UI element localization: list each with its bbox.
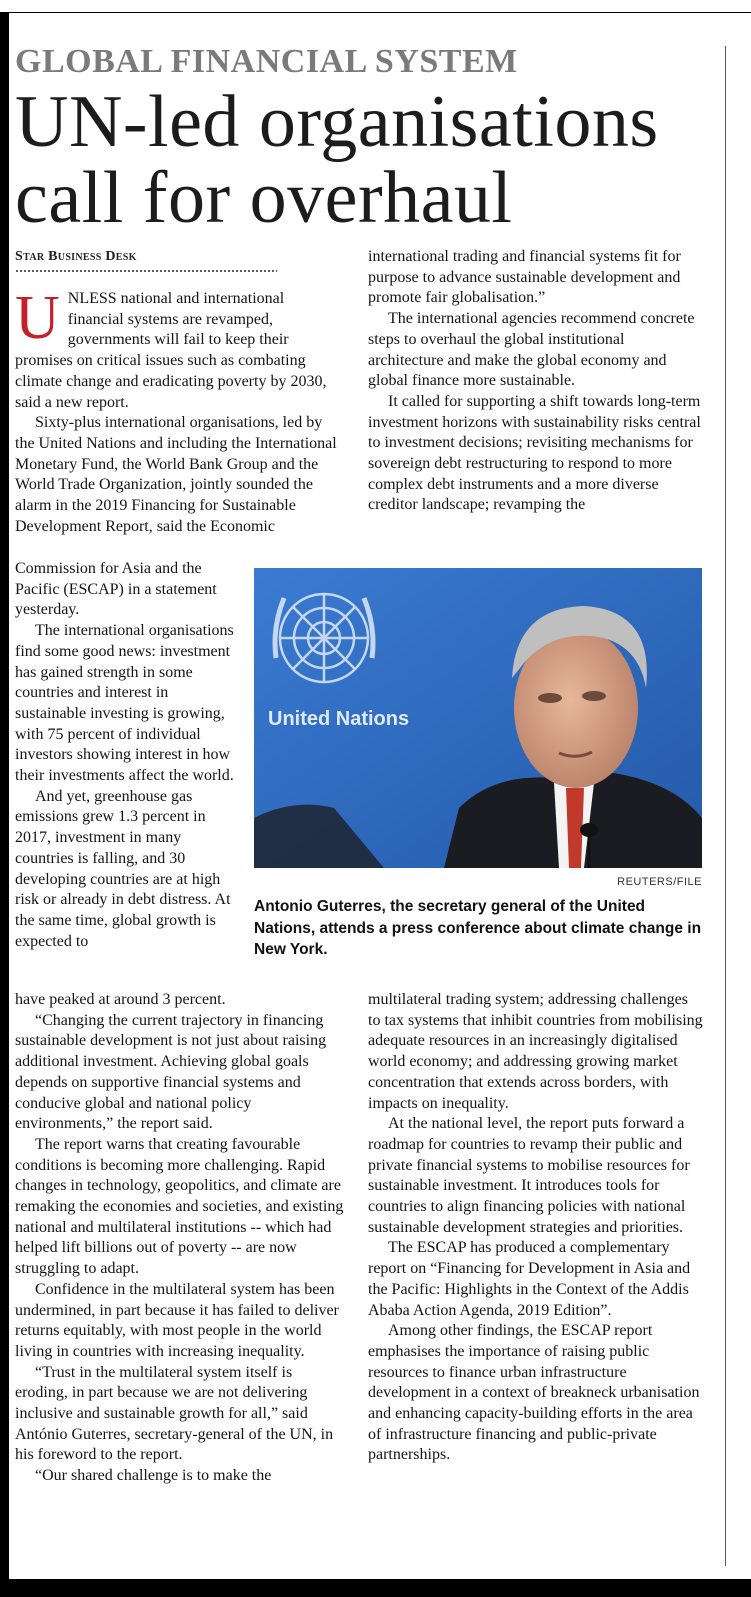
- paragraph: Sixty-plus international organisations, led by the United Nations and including the International Monetary Fund, the World Bank Group and the World Trade Organization, jointly sounded the alarm in the 2019 Financing for Sustainable Development Report, said the Economic: [15, 414, 337, 535]
- paragraph: Confidence in the multilateral system has been undermined, in part because it has failed to deliver returns equitably, with most people in the world living in countries with increasing inequality.: [15, 1280, 339, 1360]
- paragraph: The international agencies recommend concrete steps to overhaul the global institutional architecture and make the global economy and global finance more sustainable.: [368, 310, 695, 390]
- paragraph: “Trust in the multilateral system itself is eroding, in part because we are not delivering inclusive and sustainable growth for all,” said António Guterres, secretary-general of the UN, in his foreword to the report.: [15, 1363, 334, 1464]
- left-column-narrow: [15, 559, 241, 952]
- top-rule: [0, 12, 751, 13]
- section-kicker: GLOBAL FINANCIAL SYSTEM: [15, 43, 518, 80]
- bottom-border: [0, 1579, 751, 1597]
- drop-cap: U: [15, 284, 60, 352]
- byline-dotted-rule: [15, 268, 277, 274]
- paragraph: “Changing the current trajectory in financing sustainable development is not just about raising additional investment. Achieving global goals depends on supportive financial systems and conducive global and national policy environments,” the report said.: [15, 1011, 327, 1133]
- right-column-bottom: [368, 990, 703, 1466]
- paragraph-continued: multilateral trading system; addressing challenges to tax systems that inhibit countries from mobilising adequate resources in an increasingly digitalised world economy; and addressing growing market concentration that extends across borders, with impacts on inequality.: [368, 991, 703, 1112]
- headline-line-2: call for overhaul: [15, 157, 513, 239]
- byline: Star Business Desk: [15, 249, 137, 264]
- paragraph: It called for supporting a shift towards long-term investment horizons with sustainability risks central to investment decisions; revisiting mechanisms for sovereign debt restructuring to respond to more complex debt instruments and a more diverse creditor landscape; revamping the: [368, 392, 701, 514]
- left-column-top: [15, 284, 343, 537]
- headline: [15, 81, 725, 239]
- paragraph: The international organisations find some good news: investment has gained strength in some countries and interest in sustainable investing is growing, with 75 percent of individual investors showing interest in how their investments affect the world.: [15, 622, 234, 785]
- headline-line-1: UN-led organisations: [15, 81, 659, 163]
- paragraph: At the national level, the report puts forward a roadmap for countries to revamp their public and private financial systems to mobilise resources for sustainable investment. It introduces tools for countries to align financing policies with national sustainable development strategies and priorities.: [368, 1115, 690, 1236]
- right-column-top: [368, 247, 703, 516]
- paragraph: Among other findings, the ESCAP report emphasises the importance of raising public resources to finance urban infrastructure development in a context of breakneck urbanisation and enhancing capacity-building efforts in the area of infrastructure financing and public-private partnerships.: [368, 1322, 700, 1464]
- paragraph: “Our shared challenge is to make the: [35, 1467, 272, 1485]
- paragraph: And yet, greenhouse gas emissions grew 1.3 percent in 2017, investment in many countries is falling, and 30 developing countries are at high risk or already in debt distress. At the same time, global growth is expected to: [15, 787, 231, 950]
- photo-illustration: [254, 568, 702, 868]
- photo-backdrop-text: United Nations: [268, 708, 410, 730]
- photo-caption: Antonio Guterres, the secretary general of the United Nations, attends a press conference about climate change in New York.: [254, 898, 702, 958]
- column-rule: [725, 46, 726, 1566]
- photo-credit: REUTERS/FILE: [617, 876, 702, 888]
- paragraph-continued: international trading and financial systems fit for purpose to advance sustainable development and promote fair globalisation.”: [368, 248, 681, 307]
- left-border: [0, 13, 9, 1597]
- paragraph-continued: have peaked at around 3 percent.: [15, 991, 226, 1008]
- paragraph: The ESCAP has produced a complementary report on “Financing for Development in Asia and the Pacific: Highlights in the Context of the Addis Ababa Action Agenda, 2019 Edition”.: [368, 1239, 691, 1319]
- paragraph: The report warns that creating favourable conditions is becoming more challenging. Rapid changes in technology, geopolitics, and climate are remaking the economies and societies, and existing national and multilateral institutions -- which had helped lift billions out of poverty -- are now struggling to adapt.: [15, 1135, 344, 1278]
- lead-text: NLESS national and international financial systems are revamped, governments will fail to keep their promises on critical issues such as combating climate change and eradicating poverty by 2030, said a new report.: [15, 290, 327, 411]
- left-column-bottom: [15, 990, 345, 1487]
- lead-paragraph: [15, 284, 343, 413]
- news-photo: [254, 568, 702, 868]
- paragraph-continued: Commission for Asia and the Pacific (ESCAP) in a statement yesterday.: [15, 560, 217, 619]
